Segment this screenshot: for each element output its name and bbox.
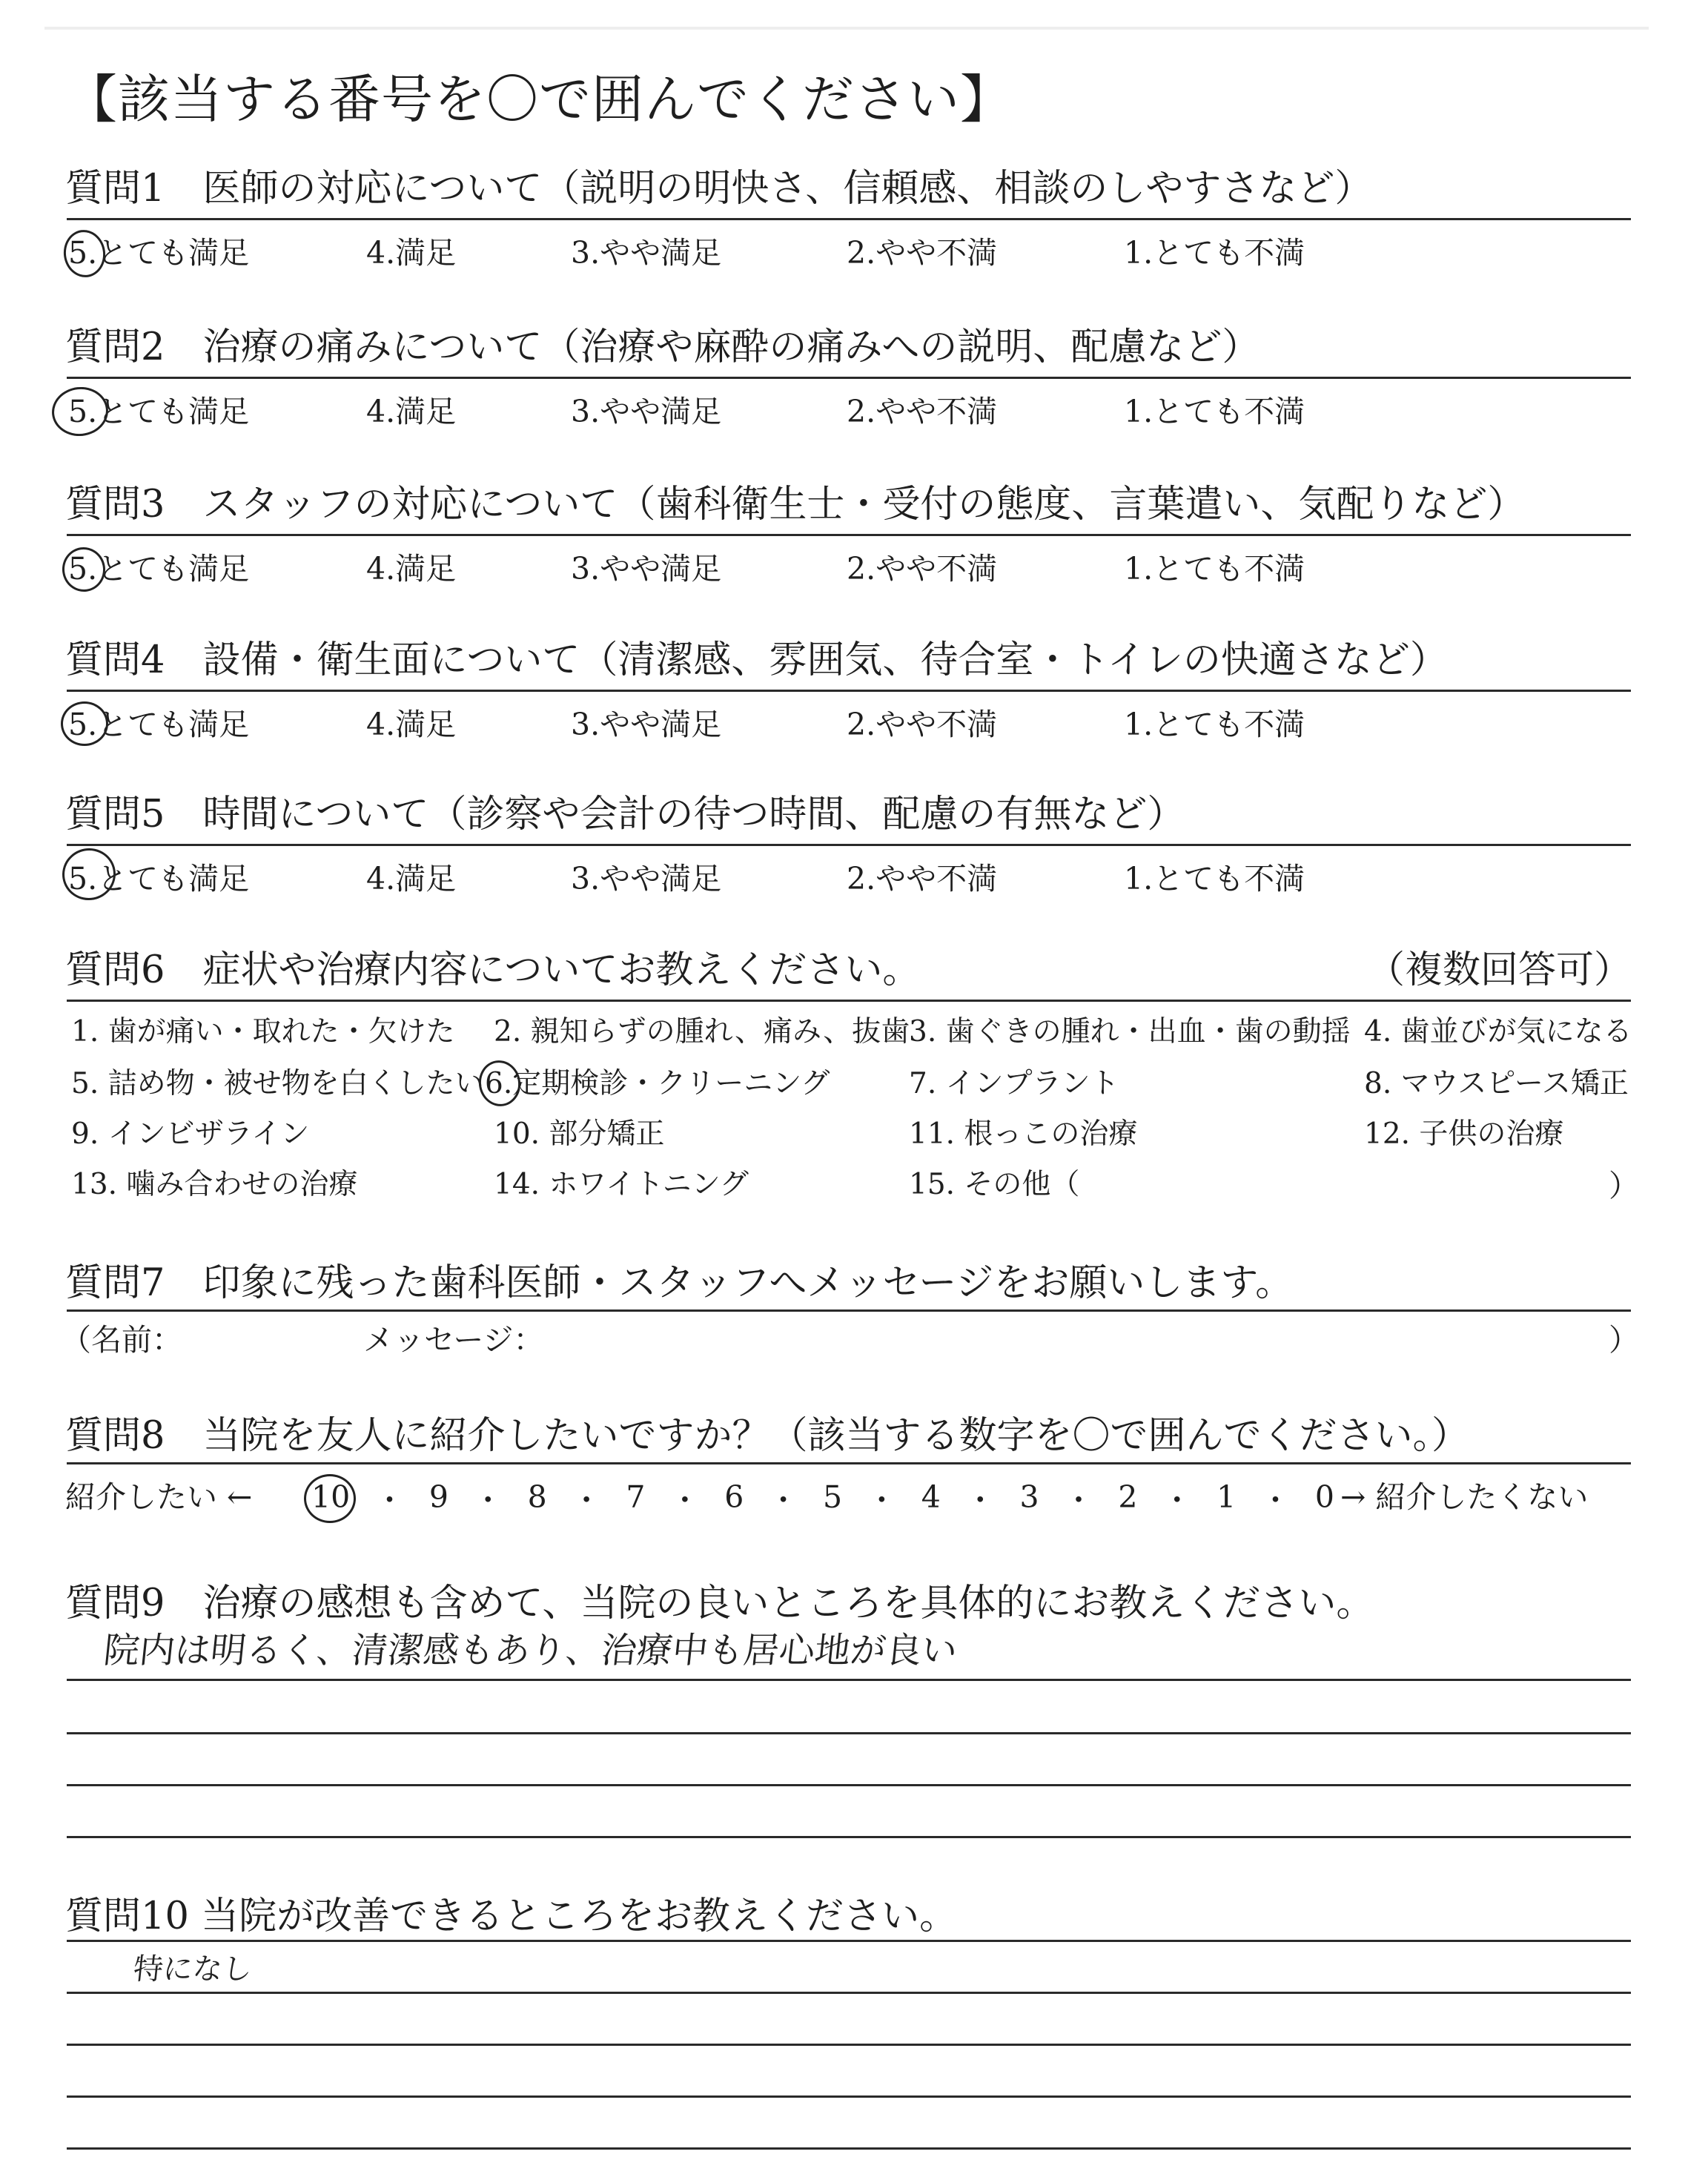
q8-scale-7[interactable]: 7: [626, 1479, 646, 1515]
q8-scale-3[interactable]: 3: [1019, 1479, 1039, 1515]
question-4-rule: [67, 690, 1631, 692]
q5-option-4[interactable]: 4.満足: [366, 861, 457, 896]
q5-option-1[interactable]: 1.とても不満: [1124, 861, 1305, 896]
q8-scale-dot: ・: [866, 1482, 897, 1518]
q8-scale-dot: ・: [1063, 1482, 1094, 1518]
page-title: 【該当する番号を〇で囲んでください】: [65, 69, 1013, 130]
q6-item-10[interactable]: 10. 部分矯正: [494, 1117, 665, 1151]
q1-option-4[interactable]: 4.満足: [366, 235, 457, 271]
q4-selection-circle: [61, 701, 108, 746]
q6-item-7[interactable]: 7. インプラント: [909, 1067, 1119, 1100]
question-1-rule: [67, 218, 1631, 220]
q4-option-1[interactable]: 1.とても不満: [1124, 707, 1305, 742]
q7-close-paren: ）: [1609, 1322, 1639, 1358]
q8-selection-circle: [304, 1474, 356, 1523]
question-6-rule: [67, 1000, 1631, 1002]
q4-option-2[interactable]: 2.やや不満: [847, 707, 998, 742]
q4-option-4[interactable]: 4.満足: [366, 707, 457, 742]
q3-option-2[interactable]: 2.やや不満: [847, 551, 998, 587]
question-2-title: 質問2 治療の痛みについて（治療や麻酔の痛みへの説明、配慮など）: [65, 326, 1260, 369]
question-8-title: 質問8 当院を友人に紹介したいですか？（該当する数字を〇で囲んでください。）: [65, 1414, 1469, 1458]
q8-scale-dot: ・: [964, 1482, 996, 1518]
q9-handwritten-answer: 院内は明るく、清潔感もあり、治療中も居心地が良い: [102, 1630, 959, 1671]
question-7-title: 質問7 印象に残った歯科医師・スタッフへメッセージをお願いします。: [65, 1261, 1294, 1305]
q6-item-2[interactable]: 2. 親知らずの腫れ、痛み、抜歯: [494, 1015, 910, 1048]
question-4-title: 質問4 設備・衛生面について（清潔感、雰囲気、待合室・トイレの快適さなど）: [65, 638, 1448, 682]
q2-option-4[interactable]: 4.満足: [366, 394, 457, 429]
q6-item-8[interactable]: 8. マウスピース矯正: [1364, 1067, 1629, 1100]
q6-item-11[interactable]: 11. 根っこの治療: [909, 1117, 1138, 1151]
q8-right-label: → 紹介したくない: [1340, 1479, 1589, 1515]
question-7-rule: [67, 1309, 1631, 1312]
question-3-title: 質問3 スタッフの対応について（歯科衛生士・受付の態度、言葉遣い、気配りなど）: [65, 483, 1526, 526]
q8-scale-10[interactable]: 10: [311, 1479, 351, 1515]
question-6-title: 質問6 症状や治療内容についてお教えください。: [65, 948, 921, 992]
question-9-title: 質問9 治療の感想も含めて、当院の良いところを具体的にお教えください。: [65, 1582, 1374, 1625]
q8-left-label: 紹介したい ←: [65, 1479, 253, 1515]
q2-option-1[interactable]: 1.とても不満: [1124, 394, 1305, 429]
question-8-rule: [67, 1462, 1631, 1464]
q9-writing-line: [67, 1679, 1631, 1681]
q8-scale-0[interactable]: 0: [1314, 1479, 1334, 1515]
q10-writing-line: [67, 1940, 1631, 1942]
q10-writing-line: [67, 2044, 1631, 2046]
q6-other-close-paren: ）: [1609, 1168, 1639, 1203]
q8-scale-4[interactable]: 4: [921, 1479, 941, 1515]
q10-writing-line: [67, 2095, 1631, 2098]
q6-item-6[interactable]: 6.定期検診・クリーニング: [485, 1067, 830, 1100]
q6-item-4[interactable]: 4. 歯並びが気になる: [1364, 1015, 1632, 1048]
question-10-title: 質問10 当院が改善できるところをお教えください。: [65, 1895, 958, 1938]
question-5-title: 質問5 時間について（診察や会計の待つ時間、配慮の有無など）: [65, 793, 1185, 836]
q8-scale-dot: ・: [1260, 1482, 1291, 1518]
q4-option-3[interactable]: 3.やや満足: [571, 707, 722, 742]
q7-message-label: メッセージ：: [363, 1322, 544, 1358]
q6-item-13[interactable]: 13. 噛み合わせの治療: [71, 1168, 358, 1201]
q2-option-5[interactable]: 5.とても満足: [68, 394, 250, 429]
q7-name-label: （名前：: [61, 1322, 182, 1358]
q6-item-3[interactable]: 3. 歯ぐきの腫れ・出血・歯の動揺: [909, 1015, 1351, 1048]
q9-writing-line: [67, 1784, 1631, 1786]
q1-option-3[interactable]: 3.やや満足: [571, 235, 722, 271]
q3-option-3[interactable]: 3.やや満足: [571, 551, 722, 587]
q5-option-5[interactable]: 5.とても満足: [68, 861, 250, 896]
q8-scale-dot: ・: [374, 1482, 406, 1518]
question-1-title: 質問1 医師の対応について（説明の明快さ、信頼感、相談のしやすさなど）: [65, 167, 1373, 211]
question-6-note: （複数回答可）: [1367, 948, 1632, 992]
q3-option-5[interactable]: 5.とても満足: [68, 551, 250, 587]
q6-item-15[interactable]: 15. その他（: [909, 1168, 1080, 1201]
question-2-rule: [67, 377, 1631, 379]
q3-option-1[interactable]: 1.とても不満: [1124, 551, 1305, 587]
q8-scale-dot: ・: [669, 1482, 701, 1518]
q3-option-4[interactable]: 4.満足: [366, 551, 457, 587]
q8-scale-dot: ・: [1162, 1482, 1193, 1518]
q10-handwritten-answer: 特になし: [131, 1952, 254, 1986]
q6-item-12[interactable]: 12. 子供の治療: [1364, 1117, 1564, 1151]
q8-scale-5[interactable]: 5: [822, 1479, 843, 1515]
q4-option-5[interactable]: 5.とても満足: [68, 707, 250, 742]
q8-scale: [311, 1479, 1334, 1516]
q8-scale-9[interactable]: 9: [428, 1479, 448, 1515]
question-3-rule: [67, 534, 1631, 536]
question-5-rule: [67, 844, 1631, 846]
q5-option-3[interactable]: 3.やや満足: [571, 861, 722, 896]
q8-scale-dot: ・: [768, 1482, 799, 1518]
q9-writing-line: [67, 1836, 1631, 1838]
q1-option-2[interactable]: 2.やや不満: [847, 235, 998, 271]
q10-writing-line: [67, 1992, 1631, 1994]
q8-scale-dot: ・: [472, 1482, 503, 1518]
q5-option-2[interactable]: 2.やや不満: [847, 861, 998, 896]
q2-option-2[interactable]: 2.やや不満: [847, 394, 998, 429]
q6-item-1[interactable]: 1. 歯が痛い・取れた・欠けた: [71, 1015, 455, 1048]
q10-writing-line: [67, 2147, 1631, 2150]
q6-item-14[interactable]: 14. ホワイトニング: [494, 1168, 749, 1201]
q1-option-5[interactable]: 5.とても満足: [68, 235, 250, 271]
top-border: [44, 27, 1649, 30]
q6-item-5[interactable]: 5. 詰め物・被せ物を白くしたい: [71, 1067, 484, 1100]
q8-scale-8[interactable]: 8: [527, 1479, 547, 1515]
q1-option-1[interactable]: 1.とても不満: [1124, 235, 1305, 271]
q9-writing-line: [67, 1732, 1631, 1734]
q8-scale-2[interactable]: 2: [1118, 1479, 1138, 1515]
q2-option-3[interactable]: 3.やや満足: [571, 394, 722, 429]
q8-scale-6[interactable]: 6: [724, 1479, 744, 1515]
q6-item-9[interactable]: 9. インビザライン: [71, 1117, 310, 1151]
q8-scale-1[interactable]: 1: [1217, 1479, 1237, 1515]
q8-scale-dot: ・: [571, 1482, 602, 1518]
